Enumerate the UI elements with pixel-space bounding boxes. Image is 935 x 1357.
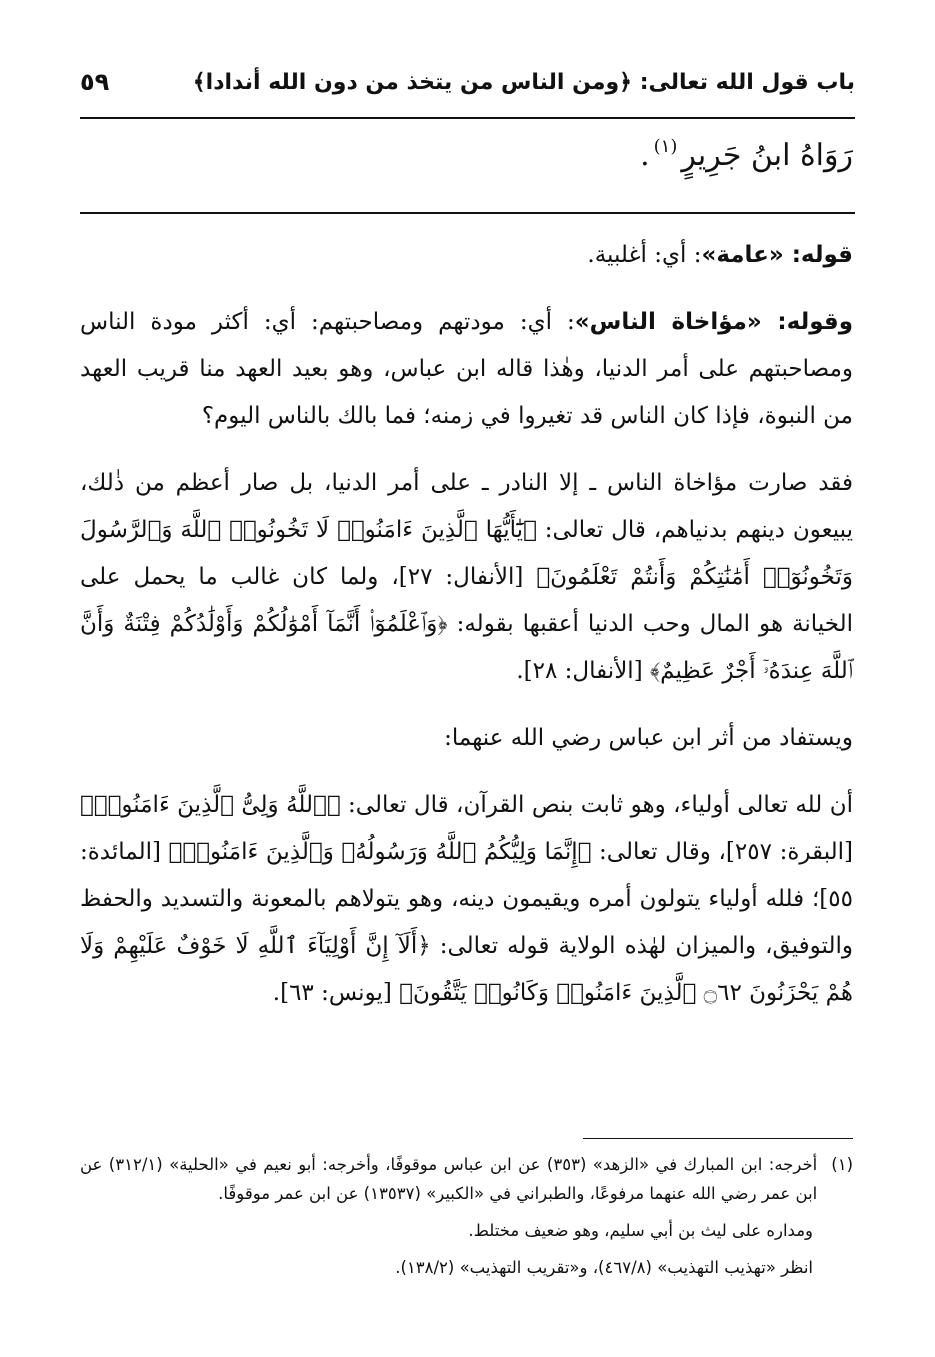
footnote-item bbox=[80, 1150, 853, 1208]
paragraph-text: فقد صارت مؤاخاة الناس ـ إلا النادر ـ على أمر الدنيا، بل صار أعظم من ذٰلك، يبيعون دينهم بدنياهم، قال تعالى: ﴿يَٰٓأَيُّهَا ٱلَّذِينَ ءَامَنُوا۟ لَا تَخُونُوا۟ ٱللَّهَ وَٱلرَّسُولَ وَتَخُونُوٓا۟ أَمَٰنَٰتِكُمْ وَأَنتُمْ تَعْلَمُونَ﴾ [الأنفال: ٢٧]، ولما كان غالب ما يحمل على الخيانة هو المال وحب الدنيا أعقبها بقوله: ﴿وَٱعْلَمُوٓا۟ أَنَّمَآ أَمْوَٰلُكُمْ وَأَوْلَٰدُكُمْ فِتْنَةٌ وَأَنَّ ٱللَّهَ عِندَهُۥٓ أَجْرٌ عَظِيمٌ﴾ [الأنفال: ٢٨]. bbox=[80, 470, 853, 684]
footnotes bbox=[80, 1150, 853, 1282]
commentary-body bbox=[80, 232, 853, 1037]
paragraph-text: أن لله تعالى أولياء، وهو ثابت بنص القرآن، قال تعالى: ﴿ٱللَّهُ وَلِىُّ ٱلَّذِينَ ءَامَنُوا۟﴾ [البقرة: ٢٥٧]، وقال تعالى: ﴿إِنَّمَا وَلِيُّكُمُ ٱللَّهُ وَرَسُولُهُۥ وَٱلَّذِينَ ءَامَنُوا۟﴾ [المائدة: ٥٥]؛ فلله أولياء يتولون أمره ويقيمون دينه، وهو يتولاهم بالمعونة والتسديد والحفظ والتوفيق، والميزان لهٰذه الولاية قوله تعالى: ﴿أَلَآ إِنَّ أَوْلِيَآءَ ٱللَّهِ لَا خَوْفٌ عَلَيْهِمْ وَلَا هُمْ يَحْزَنُونَ ۝٦٢ ٱلَّذِينَ ءَامَنُوا۟ وَكَانُوا۟ يَتَّقُونَ﴾ [يونس: ٦٣]. bbox=[80, 792, 854, 1006]
paragraph-lead: وقوله: «مؤاخاة الناس» bbox=[574, 309, 853, 335]
footnote-note: ومداره على ليث بن أبي سليم، وهو ضعيف مختلط. bbox=[468, 1221, 813, 1240]
section-rule bbox=[80, 212, 855, 214]
footnote-body bbox=[80, 1150, 817, 1208]
narration-line bbox=[640, 138, 853, 173]
paragraph-text: ويستفاد من أثر ابن عباس رضي الله عنهما: bbox=[444, 725, 853, 751]
paragraph-text: : أي: مودتهم ومصاحبتهم: أي: أكثر مودة الناس ومصاحبتهم على أمر الدنيا، وهٰذا قاله ابن عباس، وهو بعيد العهد منا قريب العهد من النبوة، فإذا كان الناس قد تغيروا في زمنه؛ فما بالك بالناس اليوم؟ bbox=[80, 309, 853, 429]
paragraph bbox=[80, 299, 853, 440]
footnote-ref[interactable]: (١) bbox=[653, 136, 678, 157]
paragraph-lead: قوله: «عامة» bbox=[701, 242, 853, 268]
header-rule bbox=[80, 117, 855, 119]
paragraph bbox=[80, 715, 853, 762]
paragraph bbox=[80, 782, 853, 1017]
page-header bbox=[80, 58, 855, 106]
paragraph bbox=[80, 460, 853, 695]
footnote-mark: (١) bbox=[831, 1155, 853, 1174]
narration-text: رَوَاهُ ابنُ جَرِيرٍ bbox=[681, 138, 853, 173]
narration-end: . bbox=[640, 138, 650, 173]
paragraph bbox=[80, 232, 853, 279]
footnote-rule bbox=[583, 1138, 853, 1139]
paragraph-text: : أي: أغلبية. bbox=[587, 242, 702, 268]
footnote-text: أخرجه: ابن المبارك في «الزهد» (٣٥٣) عن ابن عباس موقوفًا، وأخرجه: أبو نعيم في «الحلية» (٣١٢/١) عن ابن عمر رضي الله عنهما مرفوعًا، والطبراني في «الكبير» (١٣٥٣٧) عن ابن عمر موقوفًا. bbox=[80, 1155, 818, 1203]
footnote-reference: انظر «تهذيب التهذيب» (٤٦٧/٨)، و«تقريب التهذيب» (١٣٨/٢). bbox=[395, 1258, 813, 1277]
page-number: ٥٩ bbox=[80, 68, 110, 96]
chapter-title: باب قول الله تعالى: ﴿ومن الناس من يتخذ من دون الله أندادا﴾ bbox=[192, 69, 855, 95]
